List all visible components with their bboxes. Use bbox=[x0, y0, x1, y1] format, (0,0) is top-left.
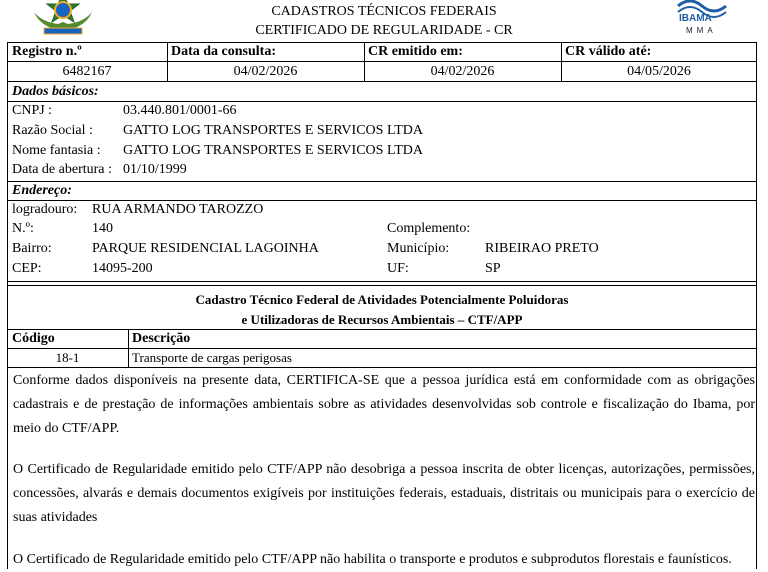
cnpj-label: CNPJ : bbox=[12, 103, 53, 118]
cep-label: CEP: bbox=[12, 261, 42, 276]
cr-valido-value: 04/05/2026 bbox=[627, 64, 691, 79]
paragraph-nao-habilita: O Certificado de Regularidade emitido pelo CTF/APP não habilita o transporte e produtos e subprodutos florestais e faunísticos. bbox=[13, 552, 732, 567]
cr-valido-header: CR válido até: bbox=[565, 44, 652, 59]
uf-value: SP bbox=[485, 261, 501, 276]
razao-social-label: Razão Social : bbox=[12, 123, 93, 138]
numero-value: 140 bbox=[92, 221, 113, 236]
cnpj-value: 03.440.801/0001-66 bbox=[123, 103, 237, 118]
municipio-value: RIBEIRAO PRETO bbox=[485, 241, 599, 256]
endereco-title: Endereço: bbox=[12, 183, 72, 198]
complemento-label: Complemento: bbox=[387, 221, 471, 236]
cr-emitido-value: 04/02/2026 bbox=[430, 64, 495, 79]
logradouro-label: logradouro: bbox=[12, 202, 78, 217]
registro-value: 6482167 bbox=[62, 64, 112, 79]
bairro-label: Bairro: bbox=[12, 241, 52, 256]
municipio-label: Município: bbox=[387, 241, 450, 256]
ctf-title-line1: Cadastro Técnico Federal de Atividades Potencialmente Poluidoras bbox=[195, 292, 569, 307]
table-row-descricao: Transporte de cargas perigosas bbox=[132, 350, 292, 365]
descricao-header: Descrição bbox=[132, 331, 191, 346]
cr-emitido-header: CR emitido em: bbox=[368, 44, 463, 59]
data-consulta-value: 04/02/2026 bbox=[233, 64, 298, 79]
numero-label: N.º: bbox=[12, 221, 34, 236]
table-row: 18-1 bbox=[55, 350, 80, 365]
header-title-line1: CADASTROS TÉCNICOS FEDERAIS bbox=[271, 4, 497, 19]
codigo-header: Código bbox=[12, 331, 55, 346]
data-abertura-value: 01/10/1999 bbox=[123, 162, 187, 177]
uf-label: UF: bbox=[387, 261, 409, 276]
nome-fantasia-label: Nome fantasia : bbox=[12, 143, 101, 158]
data-abertura-label: Data de abertura : bbox=[12, 162, 112, 177]
ibama-logo bbox=[676, 0, 736, 42]
ibama-logo-text: IBAMA bbox=[679, 13, 712, 22]
razao-social-value: GATTO LOG TRANSPORTES E SERVICOS LTDA bbox=[123, 123, 423, 138]
paragraph-certifica: Conforme dados disponíveis na presente data, CERTIFICA-SE que a pessoa jurídica está em conformidade com as obrigações cadastrais e de prestação de informações ambientais sobre as atividades desenvolvidas sob controle e fiscalização do Ibama, por meio do CTF/APP. bbox=[13, 373, 755, 436]
mma-logo-text: MMA bbox=[686, 26, 717, 35]
header-title-line2: CERTIFICADO DE REGULARIDADE - CR bbox=[255, 23, 513, 38]
paragraph-nao-desobriga: O Certificado de Regularidade emitido pelo CTF/APP não desobriga a pessoa inscrita de obter licenças, autorizações, permissões, concessões, alvarás e demais documentos exigíveis por instituições federais, estaduais, distritais ou municipais para o exercício de suas atividades bbox=[13, 462, 755, 525]
dados-basicos-title: Dados básicos: bbox=[12, 84, 99, 99]
ctf-title-line2: e Utilizadoras de Recursos Ambientais – CTF/APP bbox=[241, 312, 523, 327]
bairro-value: PARQUE RESIDENCIAL LAGOINHA bbox=[92, 241, 319, 256]
logradouro-value: RUA ARMANDO TAROZZO bbox=[92, 202, 264, 217]
cep-value: 14095-200 bbox=[92, 261, 153, 276]
registro-header: Registro n.º bbox=[12, 44, 82, 59]
nome-fantasia-value: GATTO LOG TRANSPORTES E SERVICOS LTDA bbox=[123, 143, 423, 158]
data-consulta-header: Data da consulta: bbox=[171, 44, 277, 59]
